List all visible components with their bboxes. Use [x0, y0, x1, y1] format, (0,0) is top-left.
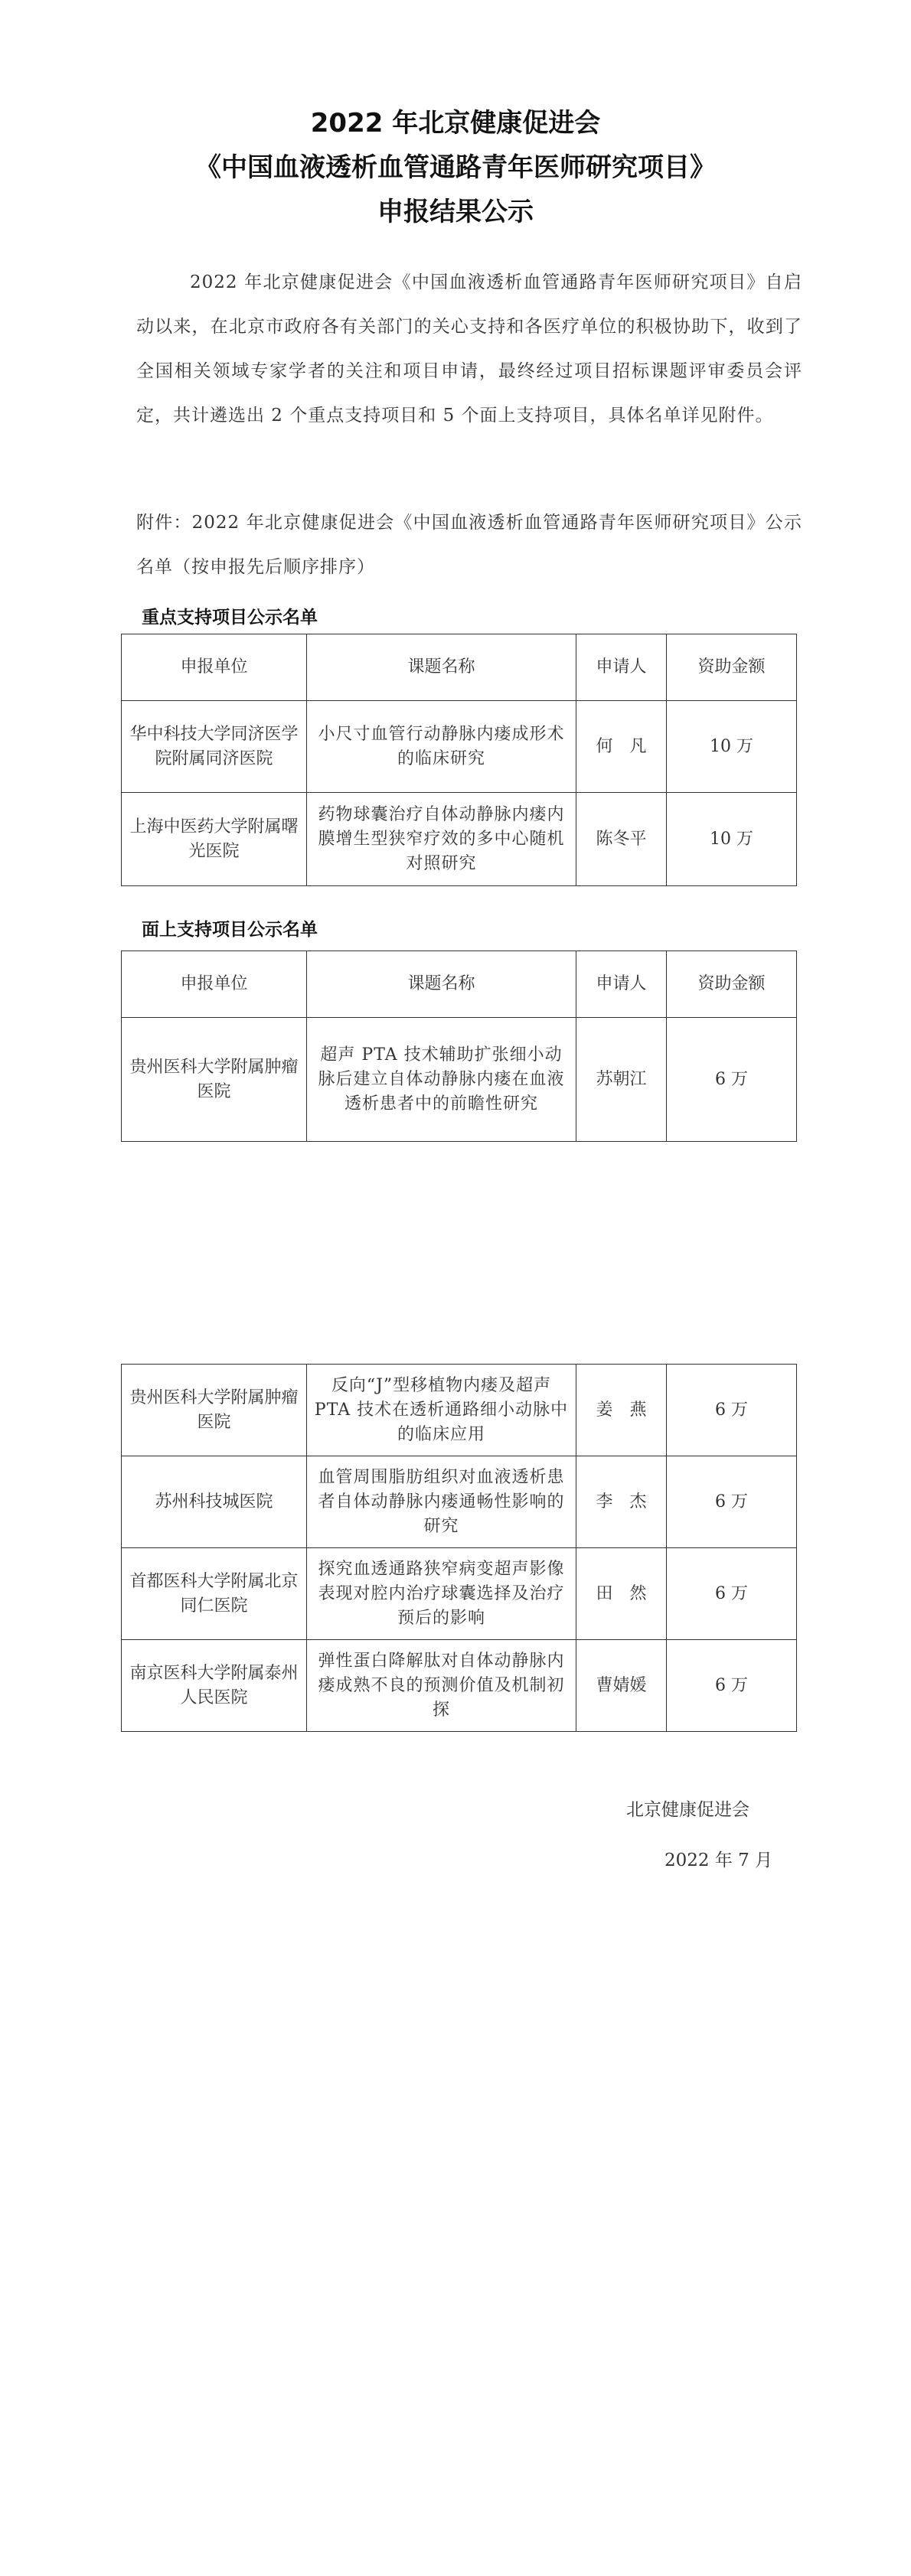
cell-applicant: 田 然	[576, 1548, 667, 1640]
cell-applicant: 何 凡	[576, 701, 667, 793]
cell-amount: 6 万	[667, 1365, 797, 1456]
header-unit: 申报单位	[122, 951, 307, 1018]
cell-topic: 小尺寸血管行动静脉内瘘成形术的临床研究	[307, 701, 576, 793]
table-row	[122, 1640, 797, 1732]
cell-unit: 南京医科大学附属泰州人民医院	[122, 1640, 307, 1732]
cell-applicant: 李 杰	[576, 1456, 667, 1548]
table-row	[122, 1018, 797, 1142]
cell-applicant: 陈冬平	[576, 793, 667, 886]
cell-amount: 6 万	[667, 1640, 797, 1732]
cell-unit: 苏州科技城医院	[122, 1456, 307, 1548]
attachment-note: 附件：2022 年北京健康促进会《中国血液透析血管通路青年医师研究项目》公示名单（按申报先后顺序排序）	[136, 513, 802, 577]
cell-topic: 超声 PTA 技术辅助扩张细小动脉后建立自体动静脉内瘘在血液透析患者中的前瞻性研究	[307, 1018, 576, 1142]
table-header-row	[122, 951, 797, 1018]
cell-amount: 6 万	[667, 1548, 797, 1640]
cell-topic: 探究血透通路狭窄病变超声影像表现对腔内治疗球囊选择及治疗预后的影响	[307, 1548, 576, 1640]
cell-topic: 反向“J”型移植物内瘘及超声 PTA 技术在透析通路细小动脉中的临床应用	[307, 1365, 576, 1456]
header-applicant: 申请人	[576, 951, 667, 1018]
general-section-heading: 面上支持项目公示名单	[142, 920, 318, 940]
cell-unit: 贵州医科大学附属肿瘤医院	[122, 1365, 307, 1456]
cell-amount: 10 万	[667, 701, 797, 793]
cell-applicant: 曹婧媛	[576, 1640, 667, 1732]
cell-unit: 贵州医科大学附属肿瘤医院	[122, 1018, 307, 1142]
cell-amount: 6 万	[667, 1018, 797, 1142]
header-topic: 课题名称	[307, 951, 576, 1018]
table-row	[122, 1456, 797, 1548]
header-amount: 资助金额	[667, 634, 797, 701]
cell-applicant: 苏朝江	[576, 1018, 667, 1142]
cell-unit: 上海中医药大学附属曙光医院	[122, 793, 307, 886]
title-line-2: 《中国血液透析血管通路青年医师研究项目》	[195, 152, 716, 183]
table-row	[122, 1548, 797, 1640]
header-amount: 资助金额	[667, 951, 797, 1018]
header-applicant: 申请人	[576, 634, 667, 701]
cell-amount: 6 万	[667, 1456, 797, 1548]
general-projects-table-page2	[121, 1364, 797, 1732]
signature-date: 2022 年 7 月	[664, 1850, 773, 1870]
cell-unit: 华中科技大学同济医学院附属同济医院	[122, 701, 307, 793]
header-topic: 课题名称	[307, 634, 576, 701]
table-row	[122, 1365, 797, 1456]
title-line-1: 2022 年北京健康促进会	[310, 108, 601, 139]
cell-applicant: 姜 燕	[576, 1365, 667, 1456]
title-line-3: 申报结果公示	[377, 197, 534, 227]
cell-unit: 首都医科大学附属北京同仁医院	[122, 1548, 307, 1640]
table-row	[122, 793, 797, 886]
key-section-heading: 重点支持项目公示名单	[142, 608, 318, 628]
signature-org: 北京健康促进会	[626, 1800, 749, 1820]
table-row	[122, 701, 797, 793]
general-projects-table-page1	[121, 951, 797, 1142]
cell-topic: 血管周围脂肪组织对血液透析患者自体动静脉内瘘通畅性影响的研究	[307, 1456, 576, 1548]
cell-topic: 药物球囊治疗自体动静脉内瘘内膜增生型狭窄疗效的多中心随机对照研究	[307, 793, 576, 886]
cell-amount: 10 万	[667, 793, 797, 886]
intro-paragraph: 2022 年北京健康促进会《中国血液透析血管通路青年医师研究项目》自启动以来，在北京市政府各有关部门的关心支持和各医疗单位的积极协助下，收到了全国相关领域专家学者的关注和项目申请，最终经过项目招标课题评审委员会评定，共计遴选出 2 个重点支持项目和 5 个面上支持项目，具体名单详见附件。	[136, 272, 802, 426]
table-header-row	[122, 634, 797, 701]
cell-topic: 弹性蛋白降解肽对自体动静脉内瘘成熟不良的预测价值及机制初探	[307, 1640, 576, 1732]
header-unit: 申报单位	[122, 634, 307, 701]
key-projects-table	[121, 634, 797, 886]
